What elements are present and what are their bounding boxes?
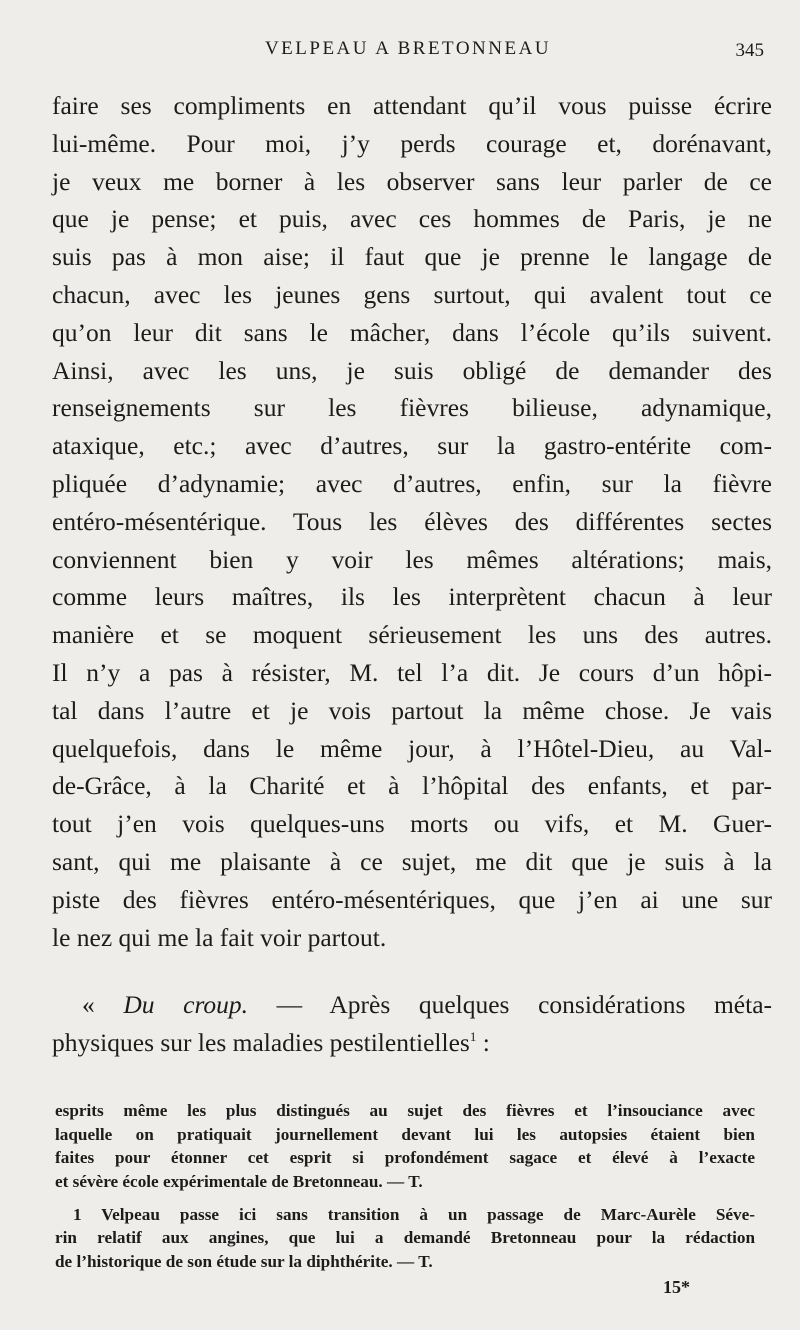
footnote-line: esprits même les plus distingués au sujet des fièvres et l’insouciance avec xyxy=(55,1101,755,1120)
footnote-line: de l’historique de son étude sur la diphthérite. — T. xyxy=(55,1252,433,1272)
section-text: physiques sur les maladies pestilentielles xyxy=(52,1028,470,1058)
text-line: entéro-mésentérique. Tous les élèves des différentes sectes xyxy=(52,506,772,536)
text-line: tout j’en vois quelques-uns morts ou vifs, et M. Guer- xyxy=(52,809,772,839)
section-heading-line xyxy=(52,986,772,1024)
text-line: pliquée d’adynamie; avec d’autres, enfin, sur la fièvre xyxy=(52,468,772,498)
footnote-gap xyxy=(55,1194,755,1203)
paragraph-gap xyxy=(52,956,772,986)
text-line: manière et se moquent sérieusement les uns des autres. xyxy=(52,620,772,650)
footnote-line xyxy=(55,1203,755,1227)
body-text xyxy=(52,87,772,1062)
text-line: je veux me borner à les observer sans leur parler de ce xyxy=(52,166,772,196)
footnote-marker: 1 xyxy=(73,1204,82,1224)
text-line: de-Grâce, à la Charité et à l’hôpital des enfants, et par- xyxy=(52,771,772,801)
colon: : xyxy=(482,1028,490,1058)
text-line: renseignements sur les fièvres bilieuse, adynamique, xyxy=(52,393,772,423)
section-title: Du croup. xyxy=(123,990,249,1020)
text-line: le nez qui me la fait voir partout. xyxy=(52,922,387,952)
text-line: chacun, avec les jeunes gens surtout, qui avalent tout ce xyxy=(52,279,772,309)
text-line: Ainsi, avec les uns, je suis obligé de demander des xyxy=(52,355,772,385)
footnote-ref: 1 xyxy=(469,1029,477,1045)
text-line: piste des fièvres entéro-mésentériques, que j’en ai une sur xyxy=(52,884,772,914)
text-line: lui-même. Pour moi, j’y perds courage et, dorénavant, xyxy=(52,128,772,158)
text-line: conviennent bien y voir les mêmes altérations; mais, xyxy=(52,544,772,574)
footnotes xyxy=(55,1099,755,1274)
running-head: VELPEAU A BRETONNEAU xyxy=(264,38,552,59)
text-line: ataxique, etc.; avec d’autres, sur la gastro-entérite com- xyxy=(52,431,772,461)
open-quote: « xyxy=(82,990,95,1020)
section-text: — Après quelques considérations méta- xyxy=(276,990,773,1020)
footnote-text: Velpeau passe ici sans transition à un passage de Marc-Aurèle Séve- xyxy=(101,1204,755,1224)
signature-mark: 15* xyxy=(663,1277,690,1297)
footnote-line: et sévère école expérimentale de Bretonneau. — T. xyxy=(55,1172,423,1192)
text-line: qu’on leur dit sans le mâcher, dans l’école qu’ils suivent. xyxy=(52,317,772,347)
text-line: comme leurs maîtres, ils les interprètent chacun à leur xyxy=(52,582,772,612)
footnote-line: faites pour étonner cet esprit si profondément sagace et élevé à l’exacte xyxy=(55,1148,755,1168)
text-line: Il n’y a pas à résister, M. tel l’a dit. Je cours d’un hôpi- xyxy=(52,657,772,687)
text-line: tal dans l’autre et je vois partout la même chose. Je vais xyxy=(52,695,772,725)
text-line: que je pense; et puis, avec ces hommes de Paris, je ne xyxy=(52,204,772,234)
text-line: suis pas à mon aise; il faut que je prenne le langage de xyxy=(52,242,772,272)
text-line: sant, qui me plaisante à ce sujet, me dit que je suis à la xyxy=(52,846,772,876)
page-header xyxy=(52,38,764,68)
footnote-line: rin relatif aux angines, que lui a demandé Bretonneau pour la rédaction xyxy=(55,1228,755,1248)
text-line xyxy=(52,1024,772,1062)
page-number: 345 xyxy=(735,40,764,61)
text-line: quelquefois, dans le même jour, à l’Hôtel-Dieu, au Val- xyxy=(52,733,772,763)
footnote-line: laquelle on pratiquait journellement devant lui les autopsies étaient bien xyxy=(55,1124,755,1144)
text-line: faire ses compliments en attendant qu’il vous puisse écrire xyxy=(52,91,772,120)
